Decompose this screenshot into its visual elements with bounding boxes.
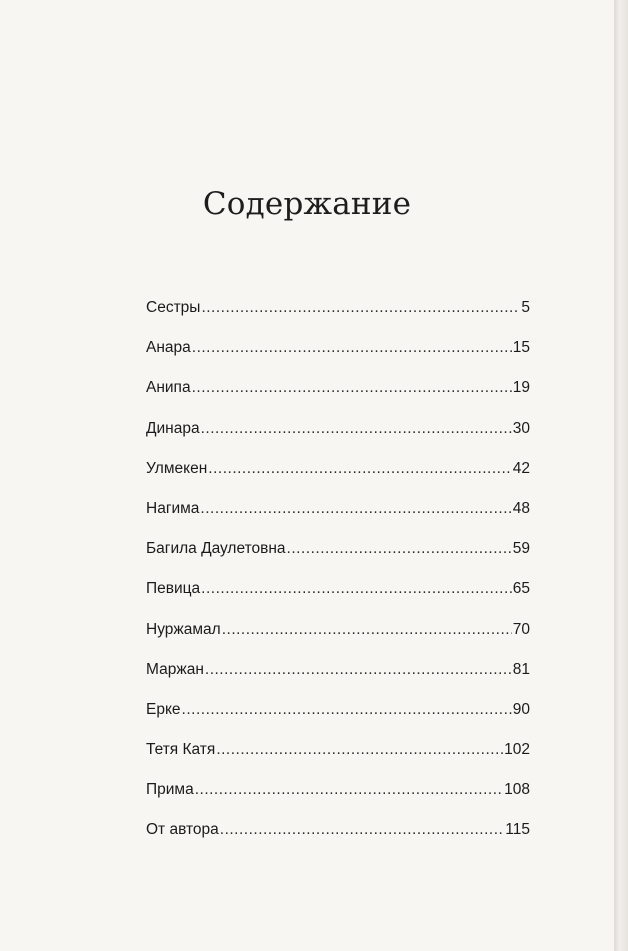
toc-entry-page: 48 (512, 499, 530, 517)
page-title: Содержание (202, 186, 412, 222)
toc-leader-dots (205, 661, 512, 679)
toc-leader-dots (201, 580, 512, 598)
toc-entry (146, 701, 530, 741)
toc-leader-dots (200, 500, 511, 518)
toc-leader-dots (216, 741, 503, 759)
toc-entry (146, 420, 530, 460)
toc-entry-title: Анипа (146, 379, 191, 397)
toc-entry (146, 741, 530, 781)
toc-entry-title: Улмекен (146, 459, 208, 477)
toc-entry-title: Анара (146, 339, 191, 357)
toc-entry-title: Сестры (146, 299, 201, 316)
toc-leader-dots (208, 460, 511, 478)
toc-entry-page: 30 (512, 419, 530, 437)
toc-entry (146, 339, 530, 379)
toc-entry (146, 540, 530, 580)
toc-leader-dots (287, 540, 512, 558)
toc-entry-page: 5 (521, 299, 530, 316)
toc-entry-page: 65 (512, 580, 530, 598)
toc-leader-dots (182, 701, 512, 719)
toc-entry-page: 42 (512, 459, 530, 477)
toc-leader-dots (192, 339, 512, 357)
toc-entry-title: Нуржамал (146, 620, 221, 638)
toc-entry-title: Ерке (146, 700, 181, 718)
toc-entry-page: 59 (512, 540, 530, 558)
page-edge (614, 0, 628, 951)
toc-entry (146, 661, 530, 701)
toc-entry (146, 580, 530, 620)
toc-leader-dots (222, 621, 512, 639)
toc-entry-title: Динара (146, 419, 200, 437)
toc-entry (146, 500, 530, 540)
toc-entry-title: Маржан (146, 660, 204, 678)
toc-entry (146, 621, 530, 661)
toc-entry (146, 460, 530, 500)
toc-entry-page: 19 (512, 379, 530, 397)
toc-leader-dots (195, 781, 503, 799)
table-of-contents (146, 299, 530, 862)
toc-entry-title: От автора (146, 821, 219, 839)
toc-entry-page: 70 (512, 620, 530, 638)
toc-entry-title: Прима (146, 781, 194, 799)
toc-leader-dots (201, 299, 520, 317)
toc-leader-dots (220, 821, 505, 839)
toc-entry-page: 102 (504, 741, 530, 759)
toc-entry-title: Нагима (146, 499, 200, 517)
toc-entry-title: Тетя Катя (146, 741, 216, 759)
toc-entry-page: 15 (512, 339, 530, 357)
toc-entry-page: 90 (512, 700, 530, 718)
toc-entry-page: 115 (505, 821, 530, 839)
toc-entry (146, 379, 530, 419)
toc-entry-title: Певица (146, 580, 201, 598)
toc-leader-dots (201, 420, 512, 438)
toc-leader-dots (192, 379, 512, 397)
toc-entry-page: 81 (512, 660, 530, 678)
toc-entry (146, 299, 530, 339)
toc-entry-page: 108 (504, 781, 530, 799)
toc-entry (146, 781, 530, 821)
toc-entry-title: Багила Даулетовна (146, 540, 286, 558)
toc-entry (146, 821, 530, 861)
